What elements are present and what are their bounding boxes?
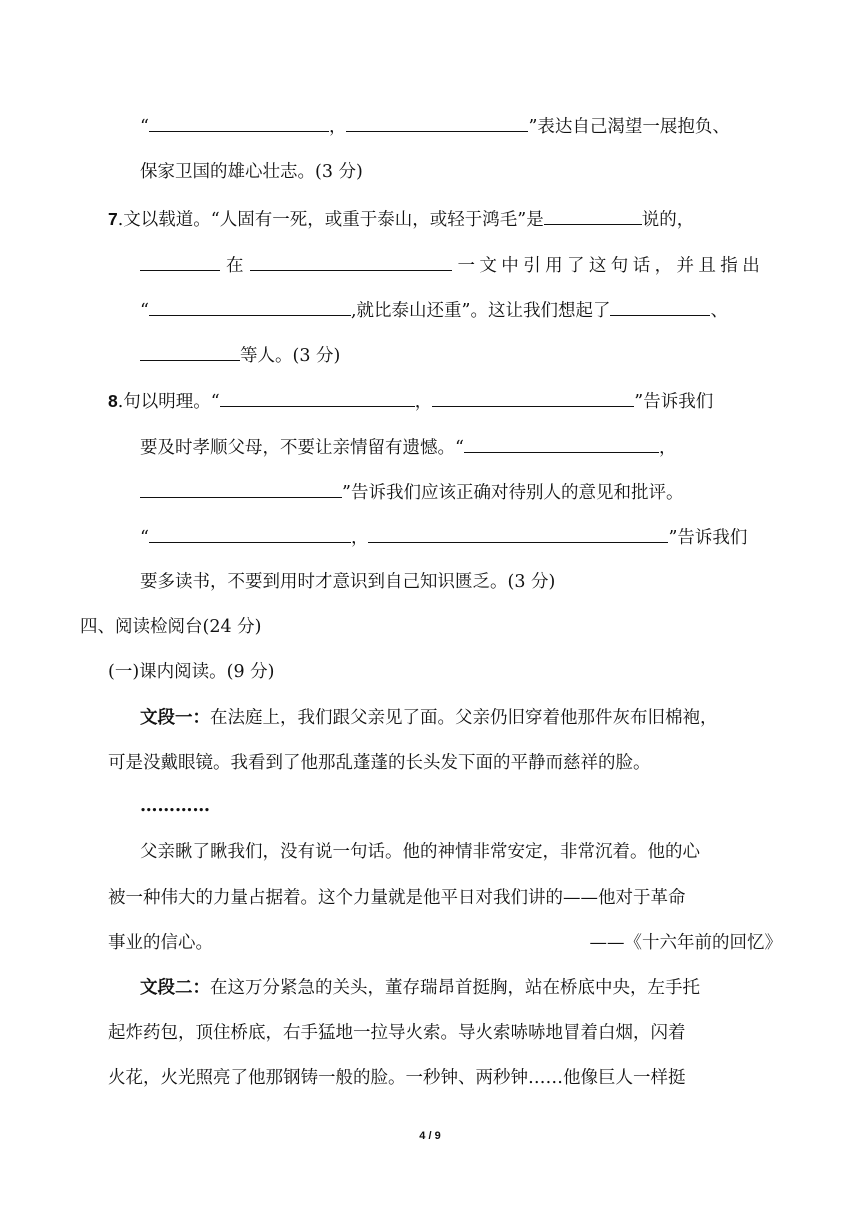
passage-label: 文段二： [140, 978, 210, 998]
open-quote: “ [140, 528, 149, 548]
open-quote: “ [140, 117, 149, 137]
q7-line4 [140, 342, 340, 368]
page-number: 4 / 9 [419, 1130, 441, 1142]
q7-text: ,就比泰山还重”。这让我们想起了 [350, 301, 611, 321]
q6-line2: 保家卫国的雄心壮志。(3 分) [140, 162, 363, 182]
q8-text: 要及时孝顺父母，不要让亲情留有遗憾。“ [140, 438, 464, 458]
question-number: 8 [108, 391, 118, 411]
ellipsis: ………… [140, 796, 210, 816]
answer-blank[interactable] [140, 342, 240, 361]
q6-text: ”表达自己渴望一展抱负、 [528, 117, 730, 137]
q8-line4 [140, 524, 747, 550]
passage2-line2: 起炸药包，顶住桥底，右手猛地一拉导火索。导火索哧哧地冒着白烟，闪着 [108, 1023, 686, 1043]
passage-label: 文段一： [140, 708, 210, 728]
q8-line2 [140, 434, 676, 460]
answer-blank[interactable] [368, 524, 668, 543]
answer-blank[interactable] [220, 388, 415, 407]
q8-line3 [140, 479, 683, 505]
q8-line1 [108, 388, 713, 414]
q7-text: .文以载道。“人固有一死，或重于泰山，或轻于鸿毛”是 [117, 210, 544, 230]
answer-blank[interactable] [140, 252, 220, 271]
q7-text: 在 [226, 256, 244, 276]
answer-blank[interactable] [464, 434, 659, 453]
open-quote: “ [140, 301, 149, 321]
subsection-heading: (一)课内阅读。(9 分) [108, 662, 275, 682]
answer-blank[interactable] [140, 479, 342, 498]
passage-text: 在法庭上，我们跟父亲见了面。父亲仍旧穿着他那件灰布旧棉袍， [210, 708, 718, 728]
comma: ， [350, 528, 369, 548]
q7-text: 说的， [641, 210, 695, 230]
q6-line1 [140, 113, 730, 139]
answer-blank[interactable] [250, 252, 452, 271]
q8-text: ”告诉我们 [668, 528, 748, 548]
comma: ， [658, 438, 677, 458]
answer-blank[interactable] [149, 113, 329, 132]
q8-text: .句以明理。“ [117, 392, 220, 412]
answer-blank[interactable] [149, 524, 351, 543]
comma: ， [414, 392, 433, 412]
q7-line2 [140, 252, 764, 278]
q7-line1 [108, 206, 694, 232]
section-heading: 四、阅读检阅台(24 分) [80, 617, 262, 637]
passage1-line2: 可是没戴眼镜。我看到了他那乱蓬蓬的长头发下面的平静而慈祥的脸。 [108, 753, 651, 773]
q8-text: ”告诉我们应该正确对待别人的意见和批评。 [342, 483, 684, 503]
question-number: 7 [108, 209, 118, 229]
answer-blank[interactable] [432, 388, 634, 407]
passage1-line4: 被一种伟大的力量占据着。这个力量就是他平日对我们讲的——他对于革命 [108, 888, 686, 908]
answer-blank[interactable] [346, 113, 528, 132]
q7-text: 等人。(3 分) [240, 346, 341, 366]
comma: ， [328, 117, 347, 137]
answer-blank[interactable] [149, 297, 351, 316]
passage1-line3: 父亲瞅了瞅我们，没有说一句话。他的神情非常安定，非常沉着。他的心 [140, 842, 700, 862]
q8-text: ”告诉我们 [634, 392, 714, 412]
passage-text: 在这万分紧急的关头，董存瑞昂首挺胸，站在桥底中央，左手托 [210, 978, 700, 998]
q7-text: 一文中引用了这句话，并且指出 [457, 256, 765, 276]
q8-line5: 要多读书，不要到用时才意识到自己知识匮乏。(3 分) [140, 572, 556, 592]
passage2-line1 [140, 976, 700, 1000]
q7-text: 、 [710, 301, 728, 321]
answer-blank[interactable] [610, 297, 710, 316]
passage-source: ——《十六年前的回忆》 [589, 933, 782, 953]
passage1-line1 [140, 706, 718, 730]
q7-line3 [140, 297, 728, 323]
passage1-line5: 事业的信心。 [108, 933, 213, 953]
answer-blank[interactable] [544, 206, 642, 225]
passage2-line3: 火花，火光照亮了他那钢铸一般的脸。一秒钟、两秒钟……他像巨人一样挺 [108, 1068, 686, 1088]
